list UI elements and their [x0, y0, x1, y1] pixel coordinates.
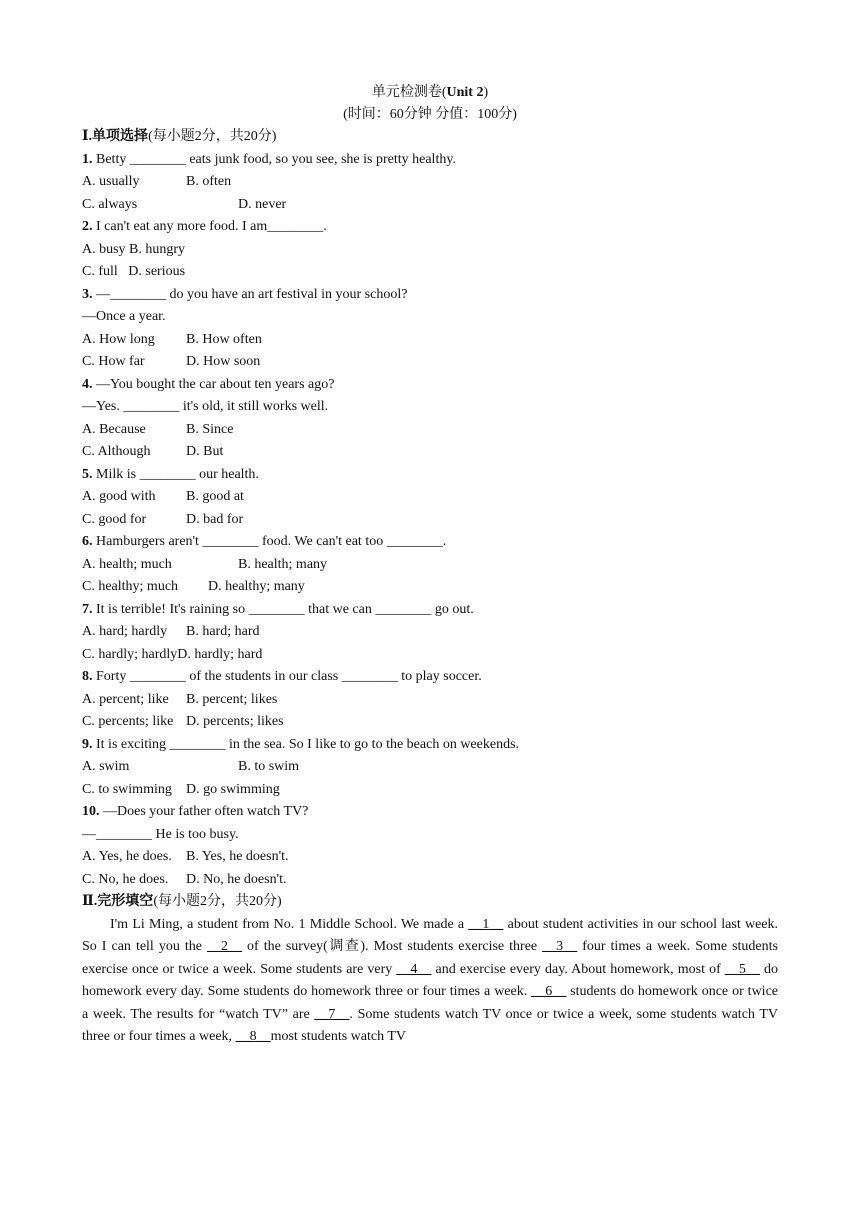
- cloze-blank: __2__: [207, 939, 242, 954]
- option-row: [82, 351, 778, 374]
- question-text: —Does your father often watch TV?: [103, 804, 309, 819]
- option: B. to swim: [238, 759, 300, 774]
- option: A. usually: [82, 174, 140, 189]
- option: B. good at: [186, 489, 244, 504]
- question-stem: [82, 374, 778, 397]
- passage-text: I'm Li Ming, a student from No. 1 Middle School. We made a: [110, 916, 469, 932]
- exam-page: [82, 82, 778, 1049]
- question-number: 2.: [82, 219, 93, 234]
- passage-text: four times a week. Some students exercise once or twice a week. Some students are very: [82, 939, 778, 977]
- option: B. Since: [186, 421, 234, 437]
- option: D. go swimming: [186, 781, 280, 797]
- question-number: 9.: [82, 736, 93, 752]
- passage-text: most students watch TV: [270, 1029, 407, 1044]
- question-number: 1.: [82, 151, 93, 167]
- option: A. percent; like: [82, 691, 169, 707]
- title-close: ): [483, 85, 489, 100]
- option: D. healthy; many: [208, 579, 305, 594]
- question-number: 5.: [82, 466, 93, 482]
- question-stem: [82, 666, 778, 689]
- option-row: [82, 756, 778, 779]
- option-row: [82, 239, 778, 262]
- question-number: 3.: [82, 286, 93, 302]
- question-text: Hamburgers aren't ________ food. We can't eat too ________.: [96, 534, 447, 549]
- option-row: [82, 554, 778, 577]
- option-row: [82, 689, 778, 712]
- option: C. good for: [82, 511, 147, 527]
- option: D. percents; likes: [186, 714, 284, 729]
- option: C. to swimming: [82, 781, 172, 797]
- option: C. How far: [82, 354, 145, 369]
- question-text: It is exciting ________ in the sea. So I like to go to the beach on weekends.: [96, 736, 520, 752]
- cloze-blank: __3__: [542, 939, 578, 954]
- option: C. Although: [82, 444, 151, 459]
- passage-text: do homework every day. Some students do homework three or four times a week.: [82, 961, 779, 999]
- option: C. full D. serious: [82, 264, 186, 279]
- option: A. swim: [82, 759, 130, 774]
- option: A. hard; hardly: [82, 624, 168, 639]
- question-text: Betty ________ eats junk food, so you see, she is pretty healthy.: [96, 151, 456, 167]
- section-note: (每小题2分，共20分): [148, 129, 277, 144]
- option: C. always: [82, 196, 138, 212]
- question-text: Forty ________ of the students in our class ________ to play soccer.: [96, 669, 482, 684]
- option-row: [82, 644, 778, 667]
- option-row: [82, 846, 778, 869]
- cloze-blank: __6__: [531, 984, 567, 999]
- option: B. percent; likes: [186, 691, 278, 707]
- option: A. Yes, he does.: [82, 849, 172, 864]
- question-response: —Yes. ________ it's old, it still works well.: [82, 399, 329, 414]
- option: D. But: [186, 444, 224, 459]
- option: B. hard; hard: [186, 624, 260, 639]
- question-number: 8.: [82, 669, 93, 684]
- option: D. never: [238, 196, 287, 212]
- option: D. hardly; hard: [177, 646, 263, 662]
- question-stem: [82, 734, 778, 757]
- section-title: Ⅱ.完形填空: [82, 894, 154, 909]
- question-number: 6.: [82, 534, 93, 549]
- section-heading-2: [82, 891, 778, 914]
- option: C. healthy; much: [82, 579, 179, 594]
- section-note: (每小题2分，共20分): [153, 894, 282, 909]
- option-row: [82, 711, 778, 734]
- passage-text: of the survey(调查). Most students exercise three: [242, 939, 543, 954]
- option: B. How often: [186, 331, 262, 347]
- cloze-blank: __1__: [468, 916, 504, 932]
- option-row: [82, 171, 778, 194]
- question-text: Milk is ________ our health.: [96, 466, 259, 482]
- passage-text: about student activities in our school last week. So I can tell you the: [82, 916, 779, 954]
- cloze-blank: __5__: [724, 961, 760, 977]
- option: A. good with: [82, 489, 156, 504]
- section-title: Ⅰ.单项选择: [82, 129, 149, 144]
- question-stem: [82, 216, 778, 239]
- question-stem: [82, 599, 778, 622]
- question-text: —You bought the car about ten years ago?: [96, 376, 335, 392]
- option-row: [82, 779, 778, 802]
- question-stem: [82, 149, 778, 172]
- option: C. hardly; hardly: [82, 646, 178, 662]
- option-row: [82, 621, 778, 644]
- question-text: It is terrible! It's raining so ________ that we can ________ go out.: [96, 601, 474, 617]
- option-row: [82, 419, 778, 442]
- passage-text: and exercise every day. About homework, most of: [431, 961, 725, 977]
- question-stem: [82, 801, 778, 824]
- title-text: 单元检测卷(: [371, 85, 447, 100]
- question-number: 4.: [82, 376, 93, 392]
- option: B. often: [186, 174, 232, 189]
- option-row: [82, 329, 778, 352]
- option-row: [82, 576, 778, 599]
- question-number: 10.: [82, 804, 100, 819]
- question-text: —________ do you have an art festival in your school?: [96, 286, 408, 302]
- question-response: —Once a year.: [82, 309, 166, 324]
- option: D. How soon: [186, 354, 261, 369]
- option-row: [82, 869, 778, 892]
- question-number: 7.: [82, 601, 93, 617]
- passage-text: students do homework once or twice a week. The results for “watch TV” are: [82, 984, 778, 1022]
- option: C. percents; like: [82, 714, 174, 729]
- cloze-passage: [82, 914, 778, 1049]
- option: C. No, he does.: [82, 871, 169, 887]
- section-heading-1: [82, 126, 778, 149]
- question-text: I can't eat any more food. I am________.: [96, 219, 327, 234]
- cloze-blank: __4__: [396, 961, 432, 977]
- option: B. Yes, he doesn't.: [186, 849, 289, 864]
- option: A. How long: [82, 331, 155, 347]
- passage-text: . Some students watch TV once or twice a week, some students watch TV three or four times a week,: [82, 1006, 778, 1044]
- option: A. Because: [82, 421, 146, 437]
- cloze-blank: __8__: [235, 1029, 271, 1044]
- option: B. health; many: [238, 556, 328, 572]
- option-row: [82, 509, 778, 532]
- option: D. bad for: [186, 511, 244, 527]
- question-stem: [82, 531, 778, 554]
- option: A. health; much: [82, 556, 172, 572]
- option: A. busy B. hungry: [82, 241, 186, 257]
- question-stem: [82, 284, 778, 307]
- cloze-blank: __7__: [314, 1006, 350, 1022]
- page-subtitle: (时间：60分钟 分值：100分): [343, 107, 517, 122]
- option-row: [82, 486, 778, 509]
- question-stem: [82, 464, 778, 487]
- question-response: —________ He is too busy.: [82, 826, 239, 842]
- option-row: [82, 441, 778, 464]
- option-row: [82, 194, 778, 217]
- option-row: [82, 261, 778, 284]
- title-unit: Unit 2: [446, 85, 484, 100]
- option: D. No, he doesn't.: [186, 871, 287, 887]
- page-title: [82, 82, 778, 104]
